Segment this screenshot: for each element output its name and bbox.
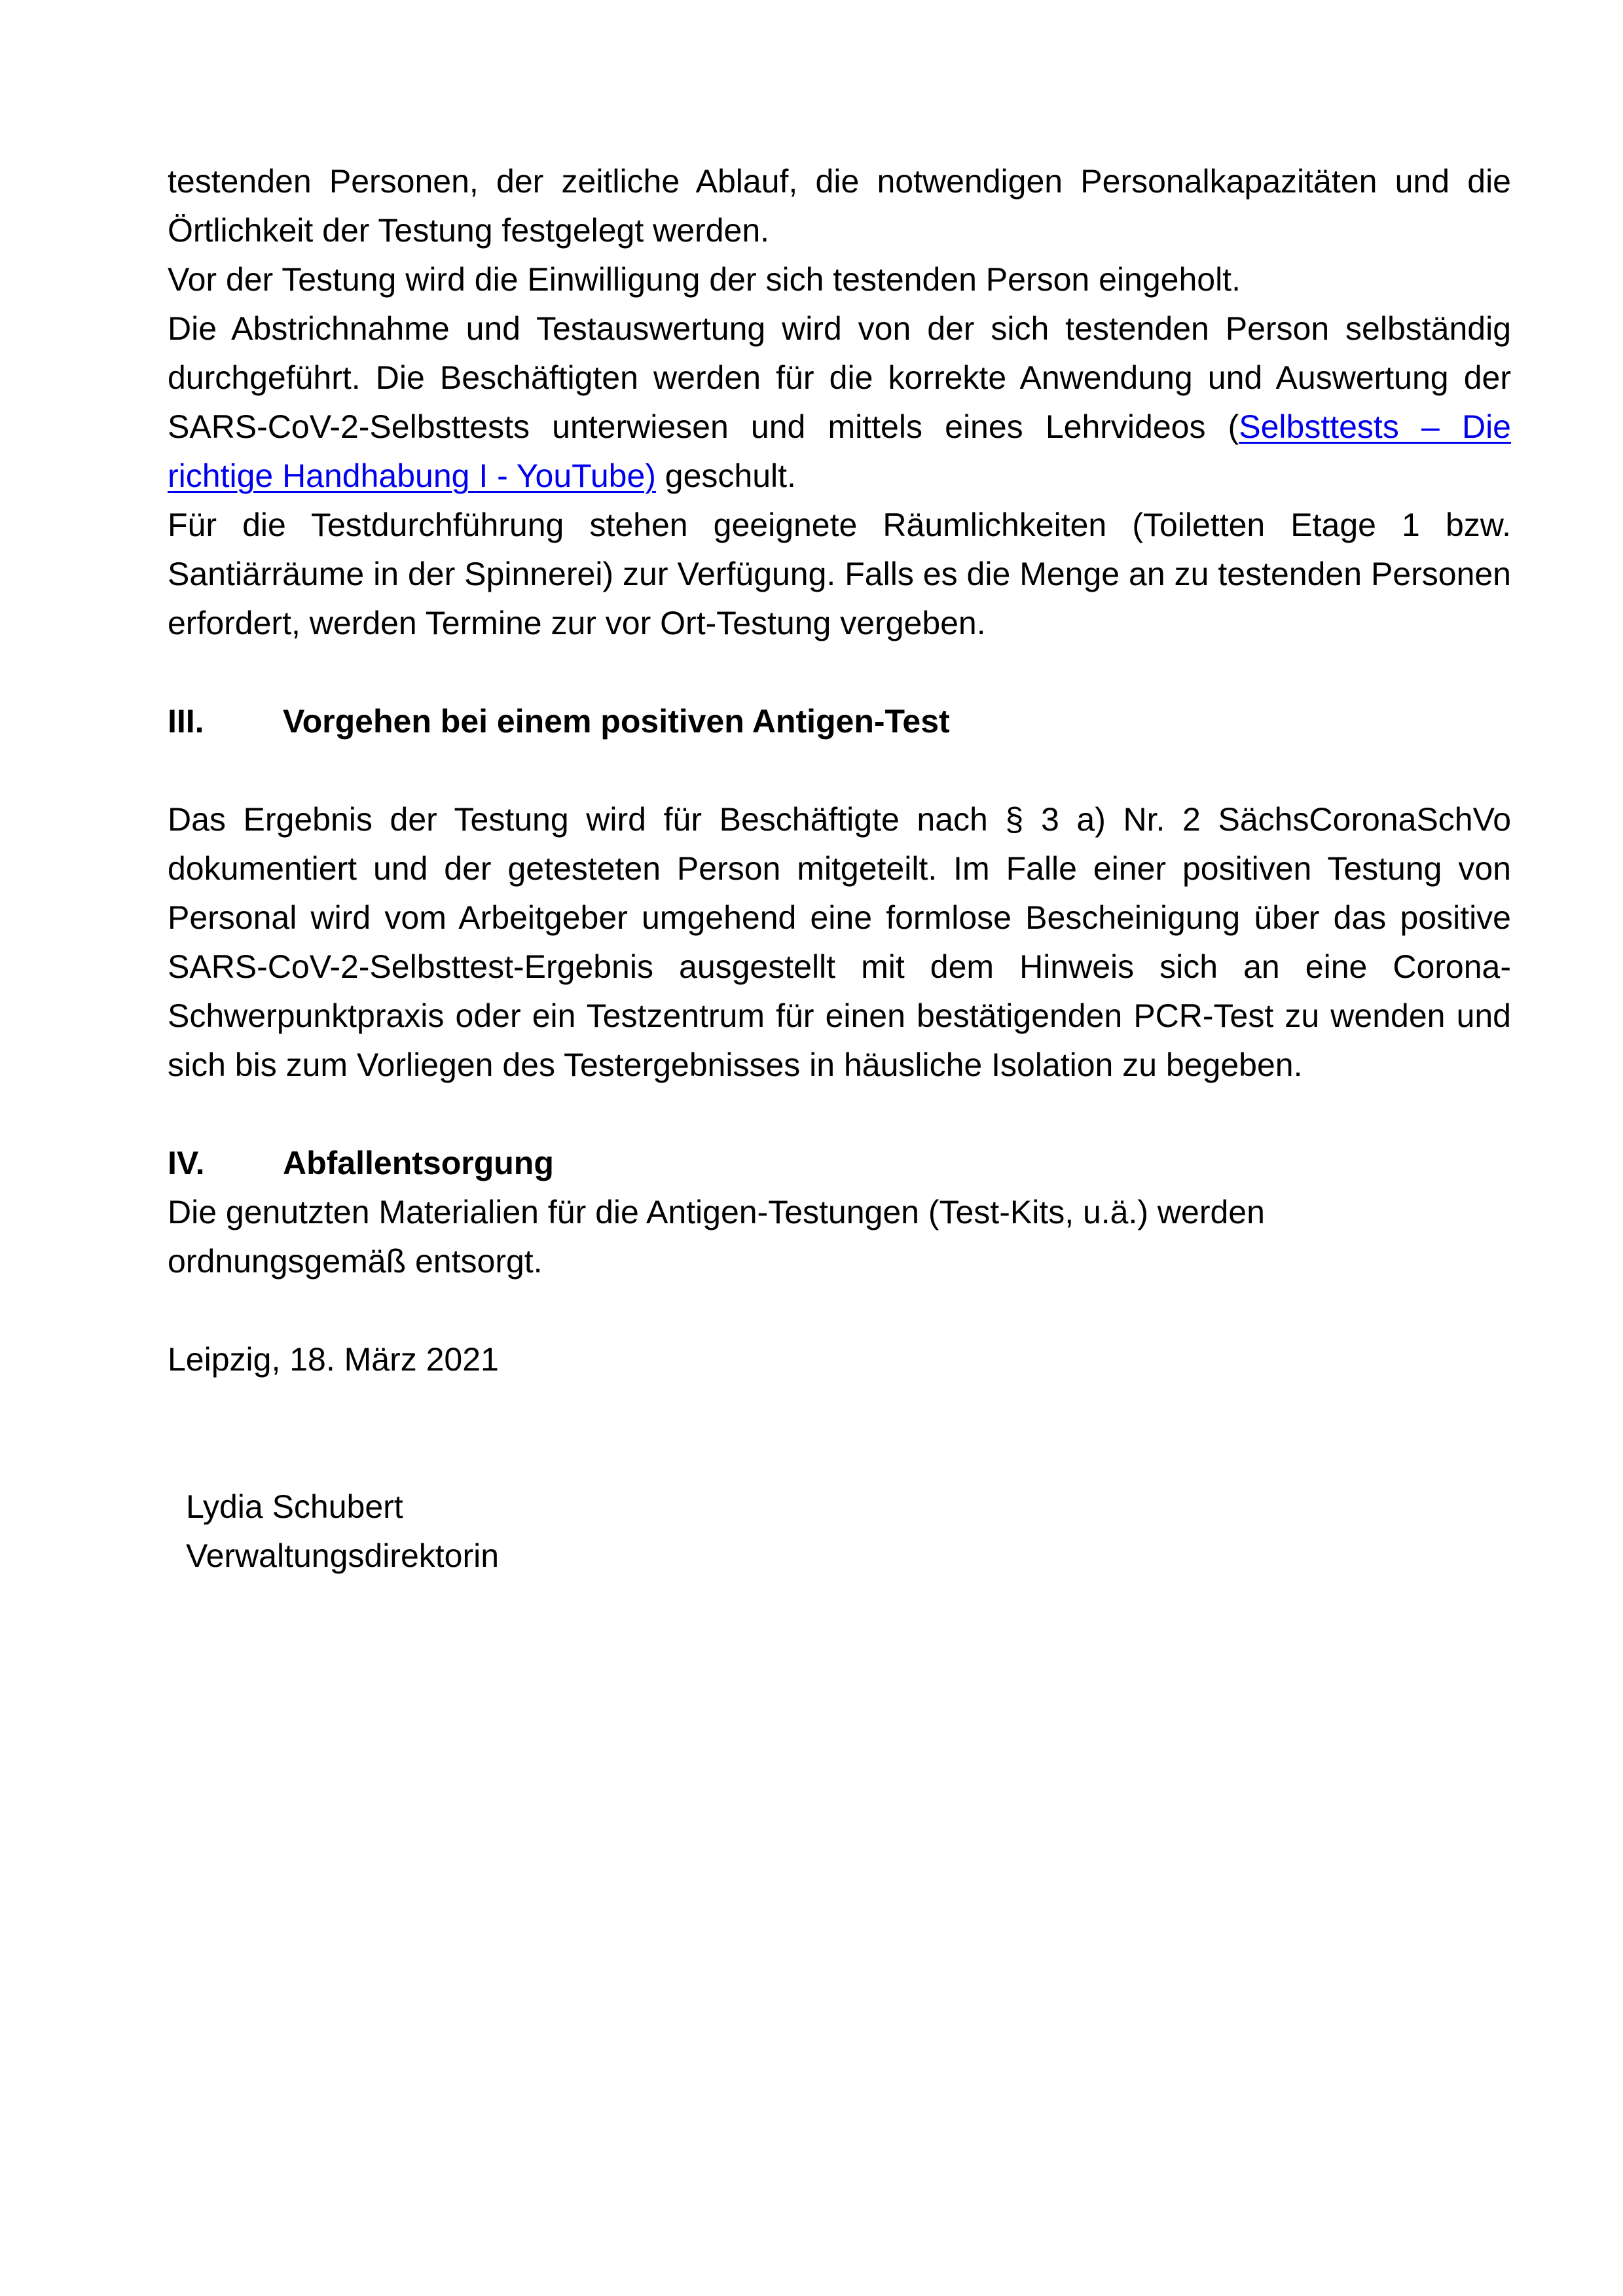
document-body [168,157,1511,1581]
paragraph-self-test-text: Die Abstrichnahme und Testauswertung wird von der sich testenden Person selbständig durchgeführt. Die Beschäftigten werden für die korrekte Anwendung und Auswertung der SARS-CoV-2-Selbsttests unterwiesen und mittels eines Lehrvideos ( [168,310,1511,445]
spacer [168,1433,1511,1482]
paragraph-positive-test: Das Ergebnis der Testung wird für Beschäftigte nach § 3 a) Nr. 2 SächsCoronaSchVo dokumentiert und der getesteten Person mitgeteilt. Im Falle einer positiven Testung von Personal wird vom Arbeitgeber umgehend eine formlose Bescheinigung über das positive SARS-CoV-2-Selbsttest-Ergebnis ausgestellt mit dem Hinweis sich an eine Corona-Schwerpunktpraxis oder ein Testzentrum für einen bestätigenden PCR-Test zu wenden und sich bis zum Vorliegen des Testergebnisses in häusliche Isolation zu begeben. [168,801,1511,1083]
section-heading-waste-disposal [168,1139,1511,1188]
section-number: III. [168,703,204,740]
spacer [168,1090,1511,1139]
section-heading-positive-test [168,697,1511,746]
youtube-video-link[interactable]: Selbsttests – Die richtige Handhabung I - YouTube) [168,408,1511,494]
paragraph-self-test [168,304,1511,501]
spacer [168,746,1511,795]
paragraph-self-test-end: geschult. [655,457,796,494]
signature-block [186,1482,1511,1581]
section-number: IV. [168,1145,205,1181]
section-title: Abfallentsorgung [283,1145,554,1181]
place-date: Leipzig, 18. März 2021 [168,1341,499,1378]
paragraph-waste-line-2: ordnungsgemäß entsorgt. [168,1243,543,1280]
spacer [168,1286,1511,1335]
paragraph-test-planning: testenden Personen, der zeitliche Ablauf, die notwendigen Personalkapazitäten und die Örtlichkeit der Testung festgelegt werden. [168,163,1511,249]
signatory-name: Lydia Schubert [186,1488,403,1525]
paragraph-waste-line-1: Die genutzten Materialien für die Antigen-Testungen (Test-Kits, u.ä.) werden [168,1194,1265,1230]
section-title: Vorgehen bei einem positiven Antigen-Test [283,703,950,740]
paragraph-rooms: Für die Testdurchführung stehen geeignete Räumlichkeiten (Toiletten Etage 1 bzw. Santiärräume in der Spinnerei) zur Verfügung. Falls es die Menge an zu testenden Personen erfordert, werden Termine zur vor Ort-Testung vergeben. [168,507,1511,641]
spacer [168,648,1511,697]
signatory-role: Verwaltungsdirektorin [186,1537,500,1574]
spacer [168,1384,1511,1433]
paragraph-consent: Vor der Testung wird die Einwilligung der sich testenden Person eingeholt. [168,261,1241,298]
